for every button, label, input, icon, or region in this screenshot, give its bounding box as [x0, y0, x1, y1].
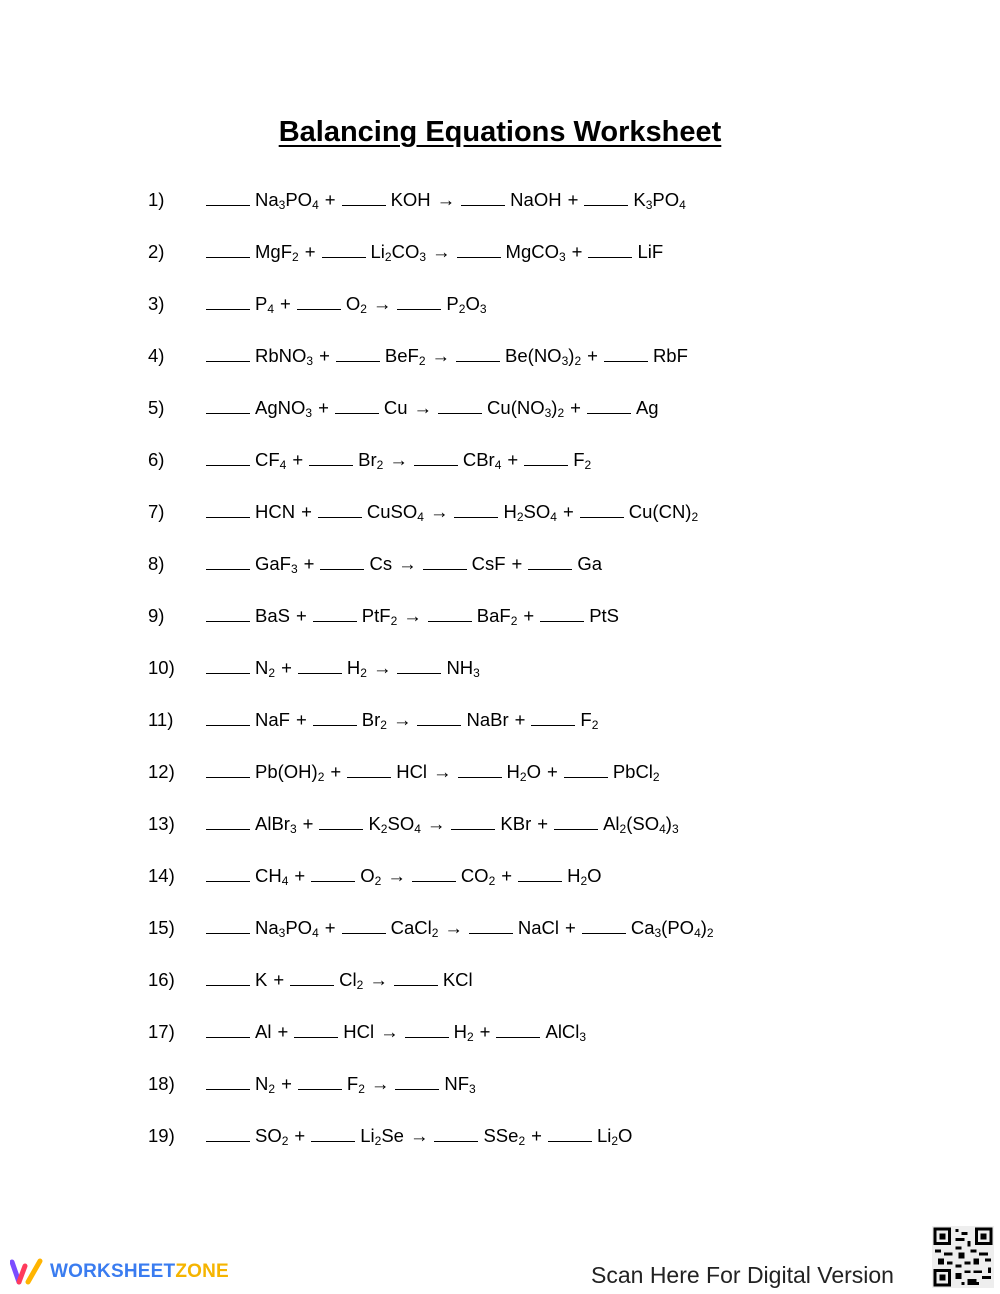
chemical-formula: $N_2$: [255, 657, 276, 680]
coefficient-blank[interactable]: [342, 189, 386, 206]
equation-list: [148, 189, 714, 1177]
chemical-formula: $F_2$: [580, 709, 599, 732]
plus-sign: +: [324, 917, 336, 938]
chemical-formula: $O_2$: [360, 865, 382, 888]
equation-row: [148, 501, 714, 553]
question-number: 8): [148, 553, 165, 574]
chemical-formula: CsF: [471, 553, 506, 574]
chemical-formula: $Ca_3(PO_4)_2$: [630, 917, 714, 940]
question-number: 16): [148, 969, 175, 990]
coefficient-blank[interactable]: [294, 1021, 338, 1038]
chemical-formula: $H_2O$: [567, 865, 602, 888]
plus-sign: +: [562, 501, 574, 522]
question-number: 14): [148, 865, 175, 886]
plus-sign: +: [523, 605, 535, 626]
question-number: 12): [148, 761, 175, 782]
chemical-formula: $Na_3PO_4$: [255, 189, 319, 212]
coefficient-blank[interactable]: [582, 917, 626, 934]
chemical-formula: RbNO$_3$: [255, 345, 314, 368]
coefficient-blank[interactable]: [456, 345, 500, 362]
chemical-formula: BaS: [255, 605, 290, 626]
plus-sign: +: [570, 397, 581, 418]
chemical-formula: NaOH: [510, 189, 562, 210]
chemical-formula: HCl: [343, 1021, 375, 1042]
equation-row: [148, 761, 714, 813]
yields-arrow-icon: →: [436, 189, 456, 210]
coefficient-blank[interactable]: [518, 865, 562, 882]
chemical-formula: $H_2$: [453, 1021, 474, 1044]
coefficient-blank[interactable]: [397, 657, 441, 674]
equation-row: [148, 449, 714, 501]
yields-arrow-icon: →: [444, 917, 463, 938]
coefficient-blank[interactable]: [564, 761, 608, 778]
coefficient-blank[interactable]: [206, 345, 250, 362]
plus-sign: +: [587, 345, 598, 366]
plus-sign: +: [280, 293, 291, 314]
plus-sign: +: [319, 345, 330, 366]
question-number: 5): [148, 397, 165, 418]
chemical-formula: $CO_2$: [460, 865, 496, 888]
yields-arrow-icon: →: [369, 969, 388, 990]
equation-row: [148, 709, 714, 761]
coefficient-blank[interactable]: [309, 449, 353, 466]
question-number: 1): [148, 189, 165, 210]
coefficient-blank[interactable]: [414, 449, 458, 466]
coefficient-blank[interactable]: [540, 605, 584, 622]
logo-text-worksheet: WORKSHEET: [50, 1261, 176, 1282]
coefficient-blank[interactable]: [206, 1021, 250, 1038]
coefficient-blank[interactable]: [451, 813, 495, 830]
chemical-formula: MgF$_2$: [255, 241, 299, 264]
yields-arrow-icon: →: [370, 1073, 390, 1094]
question-number: 10): [148, 657, 175, 678]
coefficient-blank[interactable]: [347, 761, 391, 778]
coefficient-blank[interactable]: [206, 969, 250, 986]
qr-code-icon[interactable]: [932, 1226, 994, 1288]
coefficient-blank[interactable]: [394, 969, 438, 986]
chemical-formula: HCN: [255, 501, 296, 522]
equation-row: [148, 969, 714, 1021]
coefficient-blank[interactable]: [206, 1073, 250, 1090]
coefficient-blank[interactable]: [428, 605, 472, 622]
coefficient-blank[interactable]: [313, 605, 357, 622]
coefficient-blank[interactable]: [588, 241, 632, 258]
plus-sign: +: [277, 1021, 289, 1042]
coefficient-blank[interactable]: [405, 1021, 449, 1038]
chemical-formula: AlCl$_3$: [545, 1021, 587, 1044]
chemical-formula: $N_2$: [255, 1073, 276, 1096]
plus-sign: +: [501, 865, 513, 886]
chemical-formula: Cu: [383, 397, 408, 418]
coefficient-blank[interactable]: [206, 241, 250, 258]
chemical-formula: Al: [255, 1021, 272, 1042]
coefficient-blank[interactable]: [206, 761, 250, 778]
coefficient-blank[interactable]: [297, 293, 341, 310]
chemical-formula: $SO_2$: [255, 1125, 289, 1148]
chemical-formula: $CH_4$: [255, 865, 289, 888]
chemical-formula: KBr: [500, 813, 532, 834]
coefficient-blank[interactable]: [496, 1021, 540, 1038]
chemical-formula: $H_2SO_4$: [503, 501, 557, 524]
coefficient-blank[interactable]: [320, 553, 364, 570]
chemical-formula: NaCl: [517, 917, 560, 938]
coefficient-blank[interactable]: [206, 397, 250, 414]
coefficient-blank[interactable]: [319, 813, 363, 830]
chemical-formula: Cs: [369, 553, 393, 574]
chemical-formula: $P_4$: [255, 293, 275, 316]
yields-arrow-icon: →: [387, 865, 406, 886]
coefficient-blank[interactable]: [311, 1125, 355, 1142]
chemical-formula: $Li_2CO_3$: [370, 241, 427, 264]
plus-sign: +: [565, 917, 576, 938]
chemical-formula: $Be(NO_3)_2$: [505, 345, 582, 368]
plus-sign: +: [281, 657, 292, 678]
plus-sign: +: [479, 1021, 491, 1042]
coefficient-blank[interactable]: [395, 1073, 439, 1090]
coefficient-blank[interactable]: [206, 605, 250, 622]
chemical-formula: $Br_2$: [358, 449, 384, 472]
chemical-formula: $K_3PO_4$: [633, 189, 686, 212]
chemical-formula: KOH: [390, 189, 431, 210]
yields-arrow-icon: →: [398, 553, 417, 574]
chemical-formula: $Li_2O$: [596, 1125, 633, 1148]
logo-mark-icon: [10, 1258, 44, 1286]
coefficient-blank[interactable]: [584, 189, 628, 206]
equation-row: [148, 1125, 714, 1177]
plus-sign: +: [292, 449, 304, 470]
chemical-formula: PtF$_2$: [361, 605, 398, 628]
question-number: 3): [148, 293, 165, 314]
yields-arrow-icon: →: [409, 1125, 429, 1146]
chemical-formula: $Al_2(SO_4)_3$: [603, 813, 679, 836]
coefficient-blank[interactable]: [335, 397, 379, 414]
coefficient-blank[interactable]: [458, 761, 502, 778]
yields-arrow-icon: →: [433, 761, 452, 782]
question-number: 9): [148, 605, 165, 626]
plus-sign: +: [273, 969, 285, 990]
coefficient-blank[interactable]: [206, 293, 250, 310]
equation-row: [148, 813, 714, 865]
plus-sign: +: [303, 553, 315, 574]
plus-sign: +: [304, 241, 316, 262]
chemical-formula: $O_2$: [345, 293, 367, 316]
question-number: 11): [148, 709, 174, 730]
chemical-formula: Ga: [577, 553, 603, 574]
coefficient-blank[interactable]: [604, 345, 648, 362]
chemical-formula: $CF_4$: [255, 449, 287, 472]
yields-arrow-icon: →: [372, 293, 392, 314]
coefficient-blank[interactable]: [206, 449, 250, 466]
chemical-formula: NaBr: [466, 709, 509, 730]
plus-sign: +: [318, 397, 329, 418]
plus-sign: +: [294, 865, 306, 886]
plus-sign: +: [547, 761, 558, 782]
question-number: 4): [148, 345, 165, 366]
coefficient-blank[interactable]: [457, 241, 501, 258]
chemical-formula: CaCl$_2$: [390, 917, 439, 940]
coefficient-blank[interactable]: [548, 1125, 592, 1142]
plus-sign: +: [324, 189, 336, 210]
question-number: 15): [148, 917, 175, 938]
coefficient-blank[interactable]: [423, 553, 467, 570]
chemical-formula: $F_2$: [346, 1073, 365, 1096]
yields-arrow-icon: →: [432, 241, 451, 262]
equation-row: [148, 1073, 714, 1125]
yields-arrow-icon: →: [380, 1021, 399, 1042]
question-number: 7): [148, 501, 165, 522]
coefficient-blank[interactable]: [290, 969, 334, 986]
chemical-formula: $Li_2Se$: [360, 1125, 404, 1148]
equation-row: [148, 917, 714, 969]
chemical-formula: $K_2SO_4$: [368, 813, 421, 836]
yields-arrow-icon: →: [392, 709, 412, 730]
coefficient-blank[interactable]: [554, 813, 598, 830]
coefficient-blank[interactable]: [469, 917, 513, 934]
chemical-formula: Ag: [635, 397, 659, 418]
chemical-formula: $Pb(OH)_2$: [255, 761, 325, 784]
chemical-formula: BaF$_2$: [476, 605, 518, 628]
equation-row: [148, 241, 714, 293]
question-number: 17): [148, 1021, 175, 1042]
chemical-formula: PbCl$_2$: [612, 761, 660, 784]
coefficient-blank[interactable]: [318, 501, 362, 518]
coefficient-blank[interactable]: [461, 189, 505, 206]
coefficient-blank[interactable]: [580, 501, 624, 518]
question-number: 6): [148, 449, 165, 470]
chemical-formula: $Cu(NO_3)_2$: [487, 397, 565, 420]
plus-sign: +: [567, 189, 579, 210]
yields-arrow-icon: →: [413, 397, 433, 418]
question-number: 13): [148, 813, 175, 834]
coefficient-blank[interactable]: [412, 865, 456, 882]
worksheetzone-logo: [10, 1258, 229, 1286]
yields-arrow-icon: →: [372, 657, 392, 678]
plus-sign: +: [514, 709, 526, 730]
chemical-formula: $NF_3$: [444, 1073, 476, 1096]
equation-row: [148, 657, 714, 709]
coefficient-blank[interactable]: [298, 657, 342, 674]
plus-sign: +: [537, 813, 549, 834]
chemical-formula: $Cu(CN)_2$: [628, 501, 699, 524]
coefficient-blank[interactable]: [336, 345, 380, 362]
chemical-formula: K: [255, 969, 268, 990]
plus-sign: +: [511, 553, 523, 574]
equation-row: [148, 865, 714, 917]
coefficient-blank[interactable]: [206, 553, 250, 570]
chemical-formula: PtS: [589, 605, 620, 626]
yields-arrow-icon: →: [426, 813, 446, 834]
chemical-formula: AlBr$_3$: [255, 813, 297, 836]
coefficient-blank[interactable]: [397, 293, 441, 310]
coefficient-blank[interactable]: [311, 865, 355, 882]
chemical-formula: BeF$_2$: [384, 345, 426, 368]
equation-row: [148, 293, 714, 345]
chemical-formula: $Br_2$: [361, 709, 387, 732]
plus-sign: +: [281, 1073, 292, 1094]
chemical-formula: $NH_3$: [446, 657, 480, 680]
coefficient-blank[interactable]: [206, 813, 250, 830]
chemical-formula: $Cl_2$: [339, 969, 364, 992]
plus-sign: +: [330, 761, 342, 782]
chemical-formula: $H_2$: [346, 657, 367, 680]
chemical-formula: GaF$_3$: [255, 553, 298, 576]
plus-sign: +: [295, 709, 307, 730]
scan-caption: Scan Here For Digital Version: [591, 1262, 894, 1288]
chemical-formula: CBr$_4$: [462, 449, 502, 472]
plus-sign: +: [571, 241, 583, 262]
coefficient-blank[interactable]: [454, 501, 498, 518]
equation-row: [148, 553, 714, 605]
plus-sign: +: [295, 605, 307, 626]
coefficient-blank[interactable]: [206, 1125, 250, 1142]
equation-row: [148, 345, 714, 397]
coefficient-blank[interactable]: [438, 397, 482, 414]
coefficient-blank[interactable]: [342, 917, 386, 934]
coefficient-blank[interactable]: [206, 189, 250, 206]
equation-row: [148, 397, 714, 449]
plus-sign: +: [507, 449, 519, 470]
coefficient-blank[interactable]: [313, 709, 357, 726]
chemical-formula: SSe$_2$: [483, 1125, 526, 1148]
coefficient-blank[interactable]: [206, 917, 250, 934]
coefficient-blank[interactable]: [531, 709, 575, 726]
question-number: 2): [148, 241, 165, 262]
chemical-formula: KCl: [442, 969, 473, 990]
coefficient-blank[interactable]: [587, 397, 631, 414]
yields-arrow-icon: →: [431, 345, 451, 366]
chemical-formula: RbF: [652, 345, 688, 366]
chemical-formula: CuSO$_4$: [366, 501, 424, 524]
yields-arrow-icon: →: [389, 449, 408, 470]
coefficient-blank[interactable]: [206, 657, 250, 674]
question-number: 18): [148, 1073, 175, 1094]
coefficient-blank[interactable]: [417, 709, 461, 726]
yields-arrow-icon: →: [429, 501, 449, 522]
plus-sign: +: [301, 501, 312, 522]
chemical-formula: $P_2O_3$: [446, 293, 487, 316]
coefficient-blank[interactable]: [206, 501, 250, 518]
logo-text-zone: ZONE: [175, 1261, 229, 1282]
coefficient-blank[interactable]: [434, 1125, 478, 1142]
plus-sign: +: [302, 813, 314, 834]
coefficient-blank[interactable]: [206, 865, 250, 882]
equation-row: [148, 189, 714, 241]
coefficient-blank[interactable]: [206, 709, 250, 726]
plus-sign: +: [294, 1125, 306, 1146]
chemical-formula: MgCO$_3$: [505, 241, 566, 264]
chemical-formula: HCl: [396, 761, 428, 782]
chemical-formula: $Na_3PO_4$: [255, 917, 319, 940]
chemical-formula: $F_2$: [573, 449, 592, 472]
question-number: 19): [148, 1125, 175, 1146]
chemical-formula: $H_2O$: [506, 761, 541, 784]
plus-sign: +: [531, 1125, 542, 1146]
equation-row: [148, 1021, 714, 1073]
chemical-formula: AgNO$_3$: [255, 397, 313, 420]
chemical-formula: NaF: [255, 709, 290, 730]
page-title: Balancing Equations Worksheet: [278, 116, 722, 148]
coefficient-blank[interactable]: [524, 449, 568, 466]
coefficient-blank[interactable]: [298, 1073, 342, 1090]
coefficient-blank[interactable]: [322, 241, 366, 258]
coefficient-blank[interactable]: [528, 553, 572, 570]
equation-row: [148, 605, 714, 657]
chemical-formula: LiF: [637, 241, 664, 262]
yields-arrow-icon: →: [403, 605, 422, 626]
